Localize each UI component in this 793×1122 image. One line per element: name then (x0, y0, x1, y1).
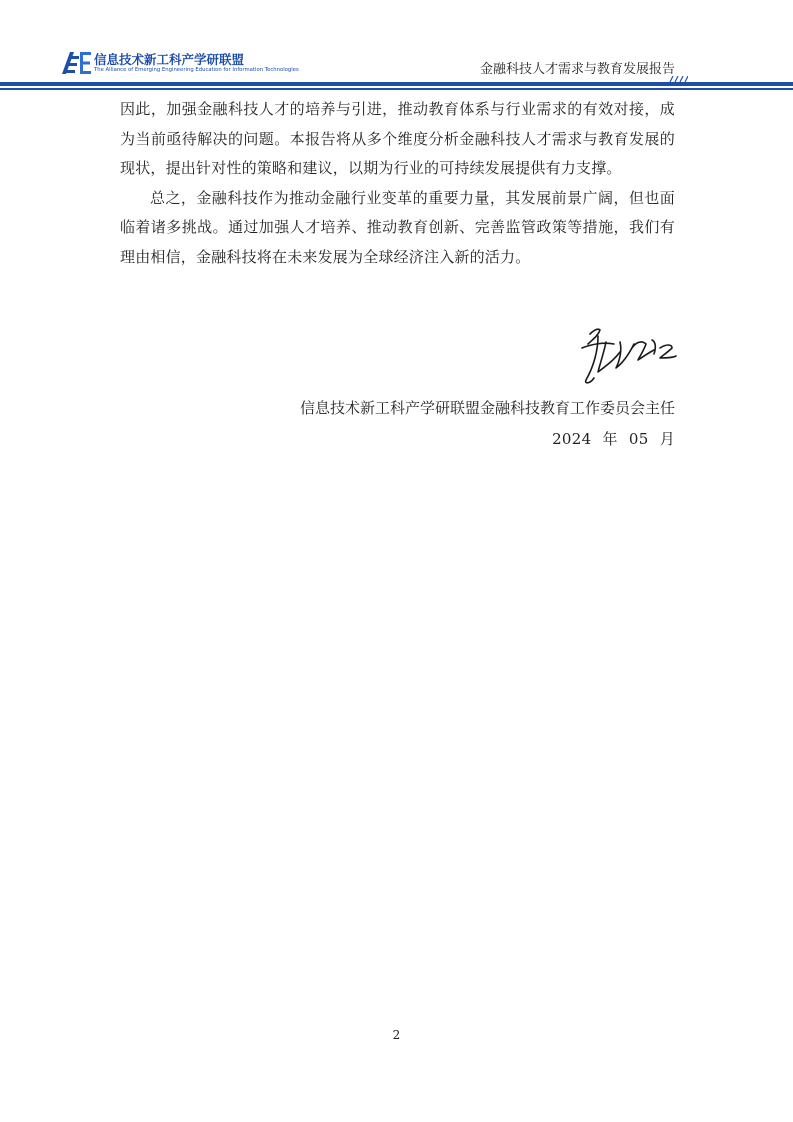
logo-title: 信息技术新工科产学研联盟 (94, 52, 245, 67)
logo-subtitle: The Alliance of Emerging Engineering Education for Information Technologies (94, 67, 299, 73)
header-rule-thick (0, 82, 793, 86)
page-number: 2 (392, 1028, 401, 1042)
signoff-year-unit: 年 (602, 430, 618, 448)
body-paragraph: 总之，金融科技作为推动金融行业变革的重要力量，其发展前景广阔，但也面临着诸多挑战。通过加强人才培养、推动教育创新、完善监管政策等措施，我们有理由相信，金融科技将在未来发展为全球经济注入新的活力。 (120, 188, 675, 266)
handwritten-signature (576, 322, 680, 388)
signoff-date (552, 428, 675, 449)
signoff-month-unit: 月 (659, 430, 675, 448)
report-title: 金融科技人才需求与教育发展报告 (479, 62, 675, 77)
alliance-logo-icon (60, 50, 92, 76)
signoff-year: 2024 (552, 430, 592, 448)
page-header (0, 0, 793, 100)
header-rule-thin (0, 88, 793, 90)
document-body (120, 95, 675, 272)
signoff-month: 05 (628, 430, 649, 448)
body-paragraph: 因此，加强金融科技人才的培养与引进，推动教育体系与行业需求的有效对接，成为当前亟待解决的问题。本报告将从多个维度分析金融科技人才需求与教育发展的现状，提出针对性的策略和建议，以期为行业的可持续发展提供有力支撑。 (120, 100, 675, 177)
signoff-organization: 信息技术新工科产学研联盟金融科技教育工作委员会主任 (299, 399, 675, 417)
alliance-logo (60, 48, 299, 82)
